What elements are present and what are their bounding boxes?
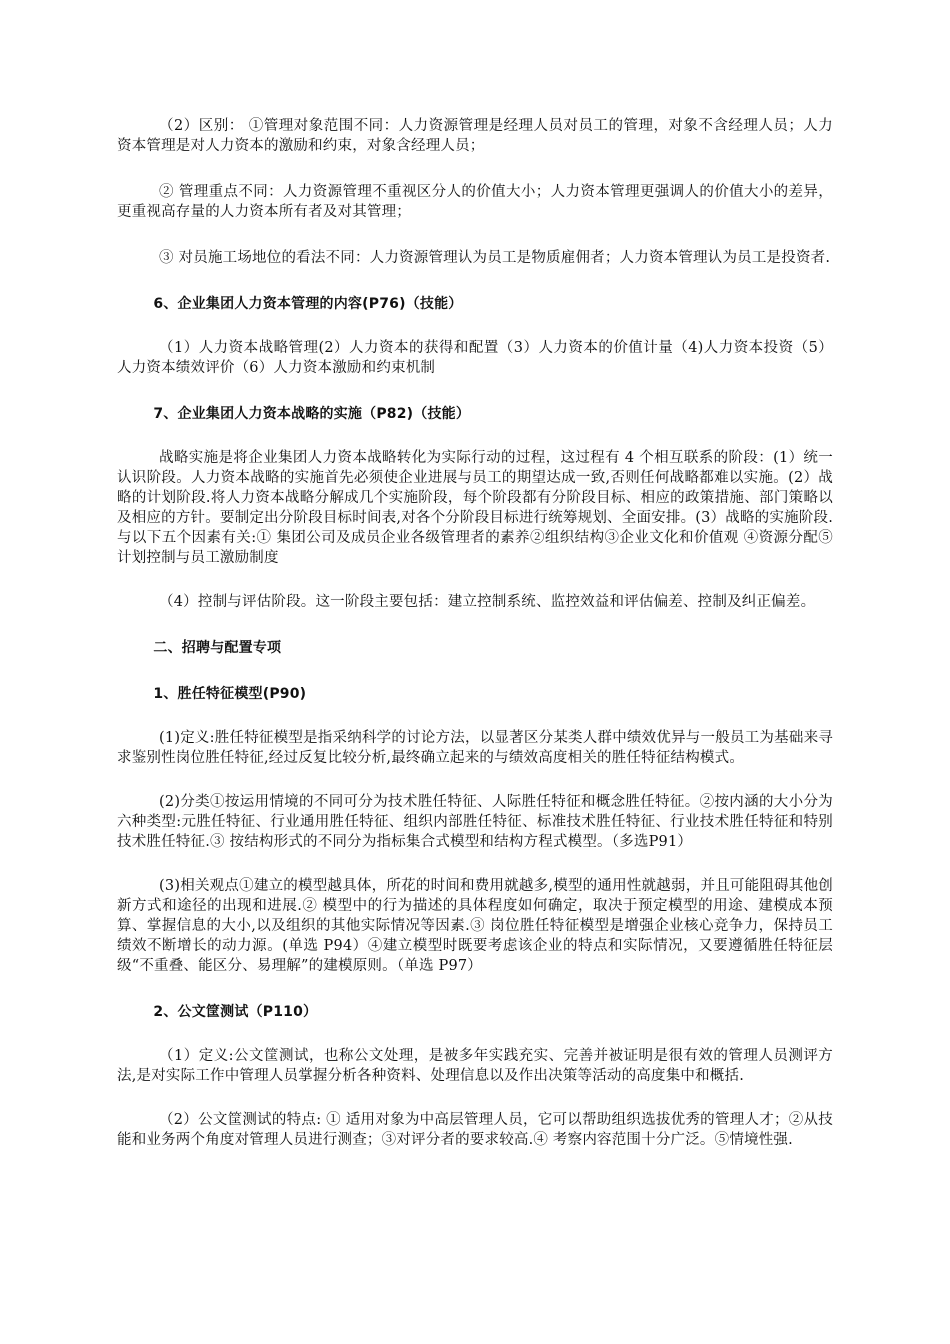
paragraph-competency-classification: (2)分类①按运用情境的不同可分为技术胜任特征、人际胜任特征和概念胜任特征。②按内涵的大小分为六种类型:元胜任特征、行业通用胜任特征、组织内部胜任特征、标准技术胜任特征、行业技术胜任特征和特别技术胜任特征.③ 按结构形式的不同分为指标集合式模型和结构方程式模型。（多选P91） xyxy=(117,794,833,850)
paragraph-in-basket-features: （2）公文筐测试的特点: ① 适用对象为中高层管理人员，它可以帮助组织选拔优秀的管理人才；②从技能和业务两个角度对管理人员进行测查；③对评分者的要求较高.④ 考察内容范围十分广泛。⑤情境性强. xyxy=(117,1112,833,1148)
section-heading-in-basket: 2、公文筐测试（P110） xyxy=(153,1004,318,1020)
paragraph-difference-focus: ② 管理重点不同：人力资源管理不重视区分人的价值大小；人力资本管理更强调人的价值大小的差异，更重视高存量的人力资本所有者及对其管理； xyxy=(117,184,833,220)
paragraph-content-list: （1）人力资本战略管理(2）人力资本的获得和配置（3）人力资本的价值计量（4)人力资本投资（5）人力资本绩效评价（6）人力资本激励和约束机制 xyxy=(117,340,833,376)
paragraph-control-stage: （4）控制与评估阶段。这一阶段主要包括：建立控制系统、监控效益和评估偏差、控制及纠正偏差。 xyxy=(159,594,816,610)
section-heading-6: 6、企业集团人力资本管理的内容(P76)（技能） xyxy=(153,296,463,312)
paragraph-strategy-stages: 战略实施是将企业集团人力资本战略转化为实际行动的过程，这过程有 4 个相互联系的阶段：(1）统一认识阶段。人力资本战略的实施首先必须使企业进展与员工的期望达成一致,否则任何战略都难以实施。(2）战略的计划阶段.将人力资本战略分解成几个实施阶段，每个阶段都有分阶段目标、相应的政策措施、部门策略以及相应的方针。要制定出分阶段目标时间表,对各个分阶段目标进行统筹规划、全面安排。(3）战略的实施阶段.与以下五个因素有关:① 集团公司及成员企业各级管理者的素养②组织结构③企业文化和价值观 ④资源分配⑤计划控制与员工激励制度 xyxy=(117,450,833,566)
section-heading-7: 7、企业集团人力资本战略的实施（P82)（技能） xyxy=(153,406,471,422)
paragraph-difference-intro: （2）区别： ①管理对象范围不同：人力资源管理是经理人员对员工的管理，对象不含经理人员；人力资本管理是对人力资本的激励和约束，对象含经理人员； xyxy=(117,118,833,154)
section-heading-competency: 1、胜任特征模型(P90) xyxy=(153,686,307,702)
paragraph-in-basket-definition: （1）定义:公文筐测试，也称公文处理，是被多年实践充实、完善并被证明是很有效的管理人员测评方法,是对实际工作中管理人员掌握分析各种资料、处理信息以及作出决策等活动的高度集中和概括. xyxy=(117,1048,833,1084)
paragraph-difference-status: ③ 对员施工场地位的看法不同：人力资源管理认为员工是物质雇佣者；人力资本管理认为员工是投资者. xyxy=(159,250,831,266)
paragraph-competency-definition: (1)定义:胜任特征模型是指采纳科学的讨论方法，以显著区分某类人群中绩效优异与一般员工为基础来寻求鉴别性岗位胜任特征,经过反复比较分析,最终确立起来的与绩效高度相关的胜任特征结构模式。 xyxy=(117,730,833,766)
paragraph-competency-views: (3)相关观点①建立的模型越具体，所花的时间和费用就越多,模型的通用性就越弱，并且可能阻碍其他创新方式和途径的出现和进展.② 模型中的行为描述的具体程度如何确定，取决于预定模型的用途、建模成本预算、掌握信息的大小,以及组织的其他实际情况等因素.③ 岗位胜任特征模型是增强企业核心竞争力，保持员工绩效不断增长的动力源。(单选 P94）④建立模型时既要考虑该企业的特点和实际情况，又要遵循胜任特征层级“不重叠、能区分、易理解”的建模原则。（单选 P97） xyxy=(117,878,833,974)
chapter-heading-recruitment: 二、招聘与配置专项 xyxy=(153,640,282,656)
